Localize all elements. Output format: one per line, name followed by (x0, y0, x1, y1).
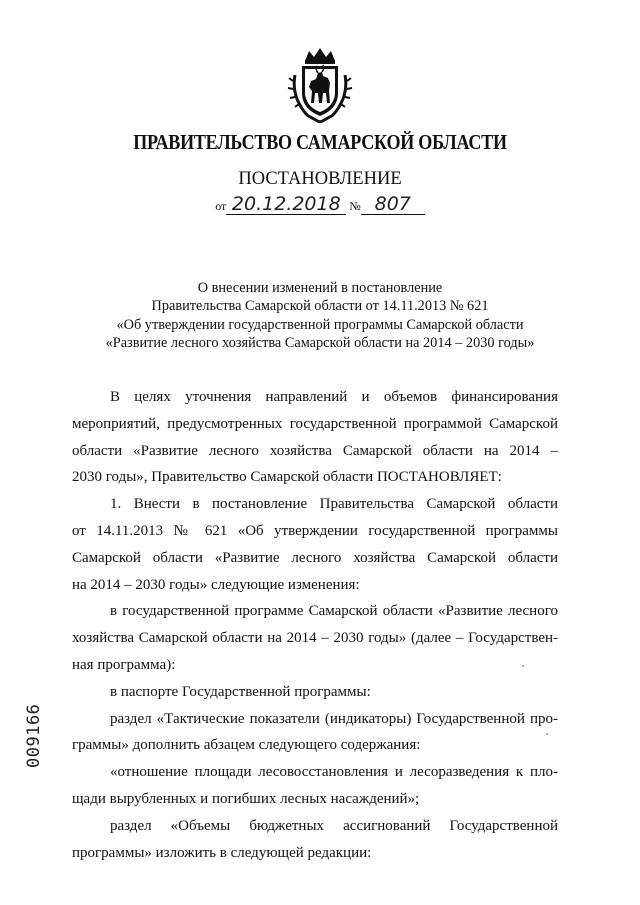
date-prefix: от (215, 199, 227, 213)
body-line: хозяйства Самарской области на 2014 – 2030 годы» (далее – Государствен- (72, 630, 558, 647)
body-line: раздел «Тактические показатели (индикаторы) Государственной про- (110, 710, 558, 727)
government-title: ПРАВИТЕЛЬСТВО САМАРСКОЙ ОБЛАСТИ (133, 130, 507, 154)
body-line: ная программа): (72, 656, 176, 673)
document-body (72, 384, 558, 866)
body-line: щади вырубленных и погибших лесных насаждений»; (72, 790, 420, 807)
body-line: 1. Внести в постановление Правительства Самарской области (110, 496, 558, 513)
date-number-line (0, 194, 640, 215)
document-type: ПОСТАНОВЛЕНИЕ (238, 169, 402, 189)
margin-registration-stamp: 009166 (24, 703, 44, 768)
body-line: в государственной программе Самарской области «Развитие лесного (110, 603, 558, 620)
handwritten-date: 20.12.2018 (226, 194, 346, 215)
scan-speck (546, 733, 548, 735)
scan-speck (522, 665, 524, 667)
subject-line: О внесении изменений в постановление (197, 280, 443, 296)
body-line: от 14.11.2013 № 621 «Об утверждении государственной программы (72, 522, 558, 539)
body-line: граммы» дополнить абзацем следующего содержания: (72, 737, 421, 754)
body-line: В целях уточнения направлений и объемов финансирования (110, 389, 558, 405)
body-line: программы» изложить в следующей редакции: (72, 844, 372, 861)
body-line: области «Развитие лесного хозяйства Самарской области на 2014 – (72, 442, 558, 459)
body-line: 2030 годы», Правительство Самарской области ПОСТАНОВЛЯЕТ: (72, 469, 502, 486)
body-line: в паспорте Государственной программы: (110, 683, 371, 700)
subject-line: Правительства Самарской области от 14.11.2013 № 621 (151, 298, 489, 315)
subject-line: «Об утверждении государственной программы Самарской области (116, 316, 524, 333)
body-line: на 2014 – 2030 годы» следующие изменения: (72, 576, 360, 593)
coat-of-arms-emblem (287, 45, 353, 123)
document-subject (60, 279, 580, 352)
body-line: Самарской области «Развитие лесного хозяйства Самарской области (72, 549, 558, 566)
body-line: «отношение площади лесовосстановления и лесоразведения к пло- (110, 764, 558, 781)
subject-line: «Развитие лесного хозяйства Самарской области на 2014 – 2030 годы» (105, 334, 535, 351)
handwritten-number: 807 (361, 194, 425, 215)
body-line: мероприятий, предусмотренных государственной программой Самарской (72, 415, 558, 432)
body-line: раздел «Объемы бюджетных ассигнований Государственной (110, 817, 558, 834)
number-prefix: № (349, 199, 361, 213)
